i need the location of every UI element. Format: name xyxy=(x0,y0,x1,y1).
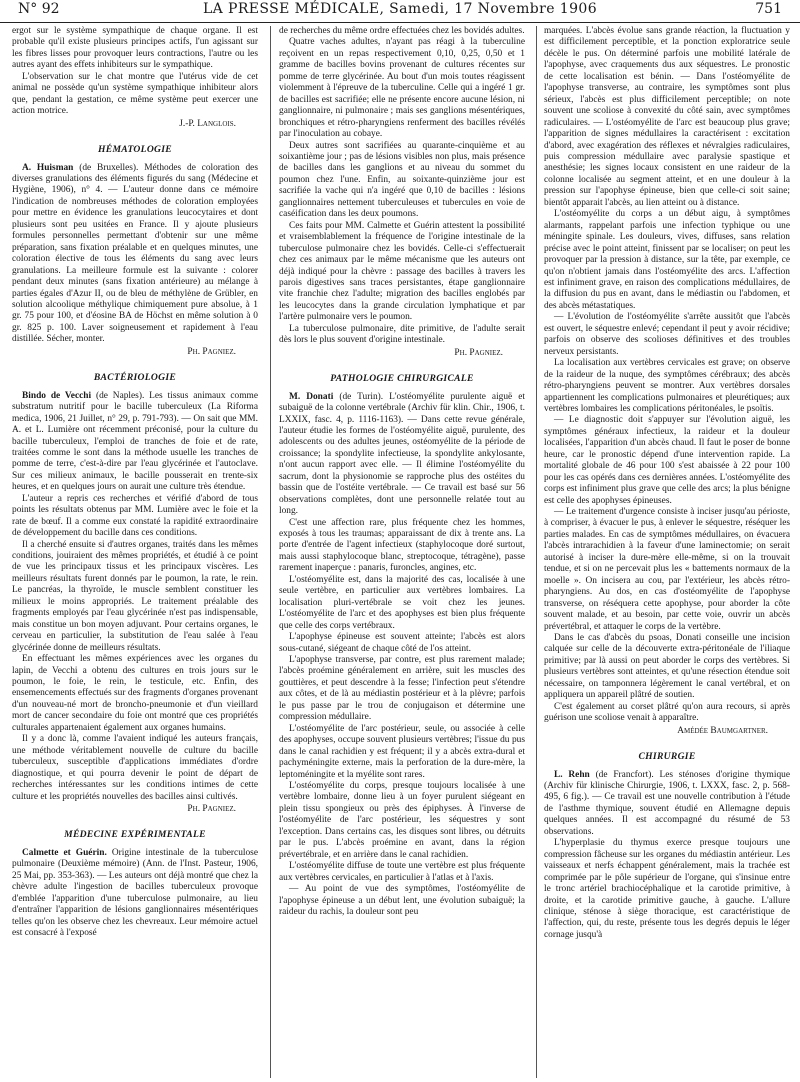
paragraph: Il a cherché ensuite si d'autres organes, traités dans les mêmes conditions, jouiraient des mêmes propriétés, et étudié à ce point de vue les principaux tissus et les principaux viscères. Les meilleurs résultats furent donnés par le poumon, la rate, le rein. Le pancréas, la thyroïde, le muscle semblent constituer les milieux le moins appropriés. Le traitement préalable des fragments employés par l'eau glycérinée n'est pas indispensable, mais constitue un bon moyen adjuvant. Pour certains organes, le cerveau en particulier, la substitution de l'eau salée à l'eau glycérinée donne de meilleurs résultats. xyxy=(12,539,258,653)
paragraph: L'ostéomyélite de l'arc postérieur, seule, ou associée à celle des apophyses, occupe souvent plusieurs vertèbres; l'issue du pus dans le canal rachidien y est fréquent; il y a abcès extra-dural et pachyméningite externe, mais la perforation de la dure-mère, la leptoméningite et la myélite sont rares. xyxy=(279,723,525,780)
paragraph: Deux autres sont sacrifiées au quarante-cinquième et au soixantième jour ; pas de lésions visibles non plus, mais présence de bacilles dans les ganglions et au niveau du sommet du poumon chez l'une. Enfin, au soixante-quinzième jour est sacrifiée la vache qui n'a ingéré que 0,10 de bacilles : lésions ganglionnaires nettement tuberculeuses et tubercules en voie de caséification dans les deux poumons. xyxy=(279,140,525,220)
abstract-entry xyxy=(12,163,258,346)
paragraph: Ces faits pour MM. Calmette et Guérin attestent la possibilité et vraisemblablement la fréquence de l'origine intestinale de la tuberculose pulmonaire chez les bovidés. Celle-ci s'effectuerait chez ces animaux par le même mécanisme que les auteurs ont déjà indiqué pour la chèvre : passage des bacilles à travers les parois digestives sans traces persistantes, étape ganglionnaire vite franchie chez l'adulte; migration des bacilles englobés par les leucocytes dans la grande circulation lymphatique et par l'artère pulmonaire vers le poumon. xyxy=(279,220,525,323)
abstract-entry xyxy=(12,848,258,940)
paragraph: C'est également au corset plâtré qu'on aura recours, si après guérison une scoliose venait à apparaître. xyxy=(544,701,790,724)
paragraph: L'auteur a repris ces recherches et vérifié d'abord de tous points les résultats obtenus par MM. Lumière avec le foie et la rate de bœuf. Il a comme eux constaté la rapidité extraordinaire de développement du bacille dans ces conditions. xyxy=(12,493,258,539)
paragraph: La tuberculose pulmonaire, dite primitive, de l'adulte serait dès lors le plus souvent d'origine intestinale. xyxy=(279,323,525,346)
journal-title: LA PRESSE MÉDICALE, Samedi, 17 Novembre 1906 xyxy=(202,1,598,17)
entry-author: Calmette et Guérin. xyxy=(22,847,107,858)
entry-author: Bindo de Vecchi xyxy=(22,390,92,401)
entry-author: A. Huisman xyxy=(22,162,74,173)
paragraph: L'ostéomyélite diffuse de toute une vertèbre est plus fréquente aux vertèbres cervicales, en particulier à l'atlas et à l'axis. xyxy=(279,861,525,883)
paragraph: L'hyperplasie du thymus exerce presque toujours une compression fâcheuse sur les organes du médiastin antérieur. Les vaisseaux et nerfs échappent généralement, mais la trachée est comprimée par le pôle supérieur de l'organe, qui s'insinue entre le tronc artériel brachiocéphalique et la carotide primitive, à droite, et la carotide primitive gauche, à gauche. L'allure clinique, sténose à siège thoracique, est caractéristique de l'affection, qui, du reste, présente tous les degrés depuis le léger cornage jusqu'à xyxy=(544,838,790,940)
signature: J.-P. Langlois. xyxy=(179,118,236,129)
abstract-entry xyxy=(279,392,525,518)
abstract-entry xyxy=(12,391,258,494)
signature: Amédée Baumgartner. xyxy=(677,725,768,736)
paragraph: Quatre vaches adultes, n'ayant pas réagi à la tuberculine reçoivent en un repas respectivement 0,10, 0,25, 0,50 et 1 gramme de bacilles bovins provenant de cultures récentes sur pomme de terre glycérinée. Au bout d'un mois toutes réagissent violemment à l'épreuve de la tuberculine. Celle qui a ingéré 1 gr. de bacilles est sacrifiée; elle ne présente encore aucune lésion, ni ganglionnaire, ni pulmonaire ; mais ses ganglions mésentériques, bronchiques et rétro-pharyngiens renferment des bacilles révélés par l'inoculation au cobaye. xyxy=(279,37,525,140)
paragraph: L'ostéomyélite du corps a un début aigu, à symptômes alarmants, rappelant parfois une infection typhique ou une méningite spinale. Les douleurs, vives, diffuses, sans relation précise avec le point atteint, finissent par se localiser; on peut les provoquer par la pression à distance, sur la tête, par exemple, ce qu'on n'obtient jamais dans l'ostéomyélite des arcs. L'affection est infiniment grave, en raison des complications médullaires, de la diffusion du pus en avant, dans le médiastin ou l'abdomen, et des abcès métastatiques. xyxy=(544,209,790,311)
entry-author: M. Donati xyxy=(289,391,334,402)
paragraph: — L'évolution de l'ostéomyélite s'arrête aussitôt que l'abcès est ouvert, le séquestre enlevé; cependant il peut y avoir récidive; parfois on observe des scolioses définitives et des troubles nerveux persistants. xyxy=(544,312,790,357)
paragraph: C'est une affection rare, plus fréquente chez les hommes, exposés à tous les traumas; apparaissant de dix à trente ans. La porte d'entrée de l'agent infectieux (staphylocoque doré surtout, mais aussi staphylocoque blanc, streptocoque, tétragène), passe rarement inaperçue : panaris, furoncles, angines, etc. xyxy=(279,517,525,574)
section-heading: CHIRURGIE xyxy=(638,751,696,763)
signature: Ph. Pagniez. xyxy=(187,346,236,357)
entry-text: (de Bruxelles). Méthodes de coloration des diverses granulations des éléments figurés du sang (Médecine et Hygiène, 1906), n° 4. — L'auteur donne dans ce mémoire l'indication de nombreuses méthodes de coloration employées pour mettre en évidence les granulations leucocytaires et dont plusieurs sont peu usitées en France. Il y ajoute plusieurs formules personnelles permettant d'obtenir sur une même préparation, sans fixation préalable et en quelques minutes, une coloration élective de tous les éléments du sang avec leurs granulations. La meilleure formule est la suivante : colorer pendant deux minutes (sans fixation antérieure) au mélange à parties égales d'Azur II, ou de bleu de méthylène de Grübler, en solution alcoolique méthylique chimiquement pure absolue, à 1 gr. 75 pour 100, et d'éosine BA de Höchst en même solution à 0 gr. 825 p. 100. Laver soigneusement et rapidement à l'eau distillée. Sécher, monter. xyxy=(12,162,258,345)
paragraph: ergot sur le système sympathique de chaque organe. Il est probable qu'il existe plusieurs principes actifs, l'un agissant sur les fibres lisses pour provoquer leurs contractions, l'autre ou les autres ayant des effets inhibiteurs sur le sympathique. xyxy=(12,26,258,71)
paragraph: L'apophyse épineuse est souvent atteinte; l'abcès est alors sous-cutané, siégeant de chaque côté de l'os atteint. xyxy=(279,632,525,654)
paragraph: Il y a donc là, comme l'avaient indiqué les auteurs français, une méthode véritablement nouvelle de culture du bacille tuberculeux, susceptible d'applications immédiates d'ordre diagnostique, et qui pourra devenir le point de départ de recherches intéressantes sur les conditions intimes de cette culture et les propriétés nouvelles des bacilles ainsi cultivés. xyxy=(12,734,258,802)
page-number: 751 xyxy=(755,1,782,17)
paragraph: — Le diagnostic doit s'appuyer sur l'évolution aiguë, les symptômes généraux infectieux, la raideur et la douleur localisées, l'apparition d'un abcès chaud. Il faut le poser de bonne heure, car le pronostic dépend d'une intervention rapide. La mortalité globale de 46 pour 100 s'est abaissée à 22 pour 100 pour les cas opérés dans ces dernières années. L'ostéomyélite des corps est infiniment plus grave que celle des arcs; la plus bénigne est celle des apophyses épineuses. xyxy=(544,415,790,506)
column-rule xyxy=(270,26,271,1078)
entry-text: Origine intestinale de la tuberculose pulmonaire (Deuxième mémoire) (Ann. de l'Inst. Pasteur, 1906, 25 Mai, pp. 353-363). — Les auteurs ont déjà montré que chez la chèvre adulte l'ingestion de bacilles tuberculeux provoque d'emblée l'apparition d'une tuberculose pulmonaire, au lieu d'entraîner l'apparition de lésions ganglionnaires mésentériques telles qu'on les observe chez les chevreaux. Leur mémoire actuel est consacré à l'exposé xyxy=(12,847,258,939)
issue-number: N° 92 xyxy=(18,1,60,17)
section-heading: PATHOLOGIE CHIRURGICALE xyxy=(330,373,474,385)
column-3 xyxy=(544,26,790,1078)
column-rule xyxy=(536,26,537,1078)
entry-text: (de Francfort). Les sténoses d'origine thymique (Archiv für klinische Chirurgie, 1906, t. LXXX, fasc. 2, p. 568-495, 6 fig.). — Ce travail est une nouvelle contribution à l'étude de l'asthme thymique, souvent étudié en Allemagne depuis quelques années. Il est accompagné du résumé de 53 observations. xyxy=(544,769,790,837)
paragraph: L'ostéomyélite du corps, presque toujours localisée à une vertèbre lombaire, donne lieu à un foyer purulent siégeant en plein tissu spongieux ou près des épiphyses. À l'inverse de l'ostéomyélite de l'arc postérieur, les séquestres y sont l'exception. Dans certains cas, les disques sont libres, ou détruits par le pus. L'abcès proémine en avant, dans la région prévertébrale, et en arrière dans le canal rachidien. xyxy=(279,781,525,860)
paragraph: L'observation sur le chat montre que l'utérus vide de cet animal ne possède qu'un système sympathique inhibiteur alors que, pendant la gestation, ce même système peut exercer une action motrice. xyxy=(12,71,258,117)
column-1 xyxy=(12,26,258,1078)
paragraph: La localisation aux vertèbres cervicales est grave; on observe de la raideur de la nuque, des symptômes cérébraux; des abcès rétro-pharyngiens peuvent se montrer. Aux vertèbres dorsales appartiennent les complications pulmonaires et pleurétiques; aux vertèbres lombaires les complications péritonéales, le psoïtis. xyxy=(544,358,790,414)
section-heading: BACTÉRIOLOGIE xyxy=(93,372,177,384)
section-heading: HÉMATOLOGIE xyxy=(97,144,173,156)
column-2 xyxy=(279,26,525,1078)
entry-author: L. Rehn xyxy=(554,769,590,780)
paragraph: — Au point de vue des symptômes, l'ostéomyélite de l'apophyse épineuse a un début lent, une évolution subaiguë; la raideur du rachis, la douleur sont peu xyxy=(279,884,525,917)
signature: Ph. Pagniez. xyxy=(187,804,236,814)
paragraph: — Le traitement d'urgence consiste à inciser jusqu'au périoste, à compriser, à évacuer le pus, à enlever le séquestre, réséquer les parties malades. En cas de symptômes médullaires, on évacuera l'abcès intrarachidien à la faveur d'une laminectomie; on serait autorisé à inciser la dure-mère elle-même, si on la trouvait tendue, et si on ne percevait plus les « battements normaux de la moelle ». On incisera au cou, par l'extérieur, les abcès rétro-pharyngiens. Au dos, en cas d'ostéomyélite de l'apophyse transverse, on réséquera cette apophyse, pour aborder la côte souvent malade, et au besoin, par cette voie, ouvrir un abcès prévertébral, et attaquer le corps de la vertèbre. xyxy=(544,507,790,632)
paragraph: Dans le cas d'abcès du psoas, Donati conseille une incision calquée sur celle de la découverte extra-péritonéale de l'iliaque primitive; par là aussi on peut aborder le corps des vertèbres. Si plusieurs vertèbres sont atteintes, et qu'une résection étendue soit nécessaire, on tamponnera légèrement le canal vertébral, et on appliquera un appareil plâtré de soutien. xyxy=(544,633,790,701)
abstract-entry xyxy=(544,770,790,839)
entry-text: (de Naples). Les tissus animaux comme substratum nutritif pour le bacille tuberculeux (La Riforma medica, 1906, 21 Juillet, n° 29, p. 791-793). — On sait que MM. A. et L. Lumière ont récemment préconisé, pour la culture du bacille tuberculeux, l'emploi de tranches de foie et de rate, traitées comme le sont dans la méthode usuelle les tranches de pomme de terre, c'est-à-dire par l'eau glycérinée et l'autoclave. Sur ces milieux animaux, le bacille pousserait en trente-six heures, et en quelques jours on aurait une culture très étendue. xyxy=(12,390,258,493)
section-heading: MÉDECINE EXPÉRIMENTALE xyxy=(64,829,206,841)
paragraph: marquées. L'abcès évolue sans grande réaction, la fluctuation y est difficilement perceptible, et la ponction exploratrice seule décèle le pus. On déterminé parfois une mobilité latérale de l'apophyse, avec craquements dus aux séquestres. Le pronostic de cette localisation est bénin. — Dans l'ostéomyélite de l'apophyse transverse, au contraire, les symptômes sont plus sérieux, l'abcès est plus difficilement perceptible; on note souvent une scoliose à convexité du côté sain, avec symptômes radiculaires. — L'ostéomyélite de l'arc est beaucoup plus grave; l'apparition de signes médullaires la caractérisent : excitation d'abord, avec exagération des réflexes et névralgies radiculaires, puis compression médullaire avec paralysie spastique et anesthésie; les signes locaux consistent en une raideur de la colonne localisée au segment atteint, et en une douleur à la pression sur l'apophyse épineuse, bien que celle-ci soit saine; bientôt apparait l'abcès, au lien atteint ou à distance. xyxy=(544,26,790,208)
paragraph: de recherches du même ordre effectuées chez les bovidés adultes. xyxy=(279,26,525,36)
page-header xyxy=(0,0,800,23)
entry-text: (de Turin). L'ostéomyélite purulente aiguë et subaiguë de la colonne vertébrale (Archiv für klin. Chir., 1906, t. LXXIX, fasc. 4, p. 1116-1163). — Dans cette revue générale, l'auteur étudie les formes de l'ostéomyélite aiguë, purulente, des adolescents ou des adultes jeunes, ostéomyélite de la période de croissance; la spondylite infectieuse, la spondylite ankylosante, n'ont aucun rapport avec elle. — Il élimine l'ostéomyélite du sacrum, dont la physionomie se rapproche plus des ostéites du bassin que de l'ostéite vertébrale. — Ce travail est basé sur 56 observations complètes, dont une personnelle relatée tout au long. xyxy=(279,391,525,517)
signature: Ph. Pagniez. xyxy=(454,347,503,358)
paragraph: L'apophyse transverse, par contre, est plus rarement malade; l'abcès proémine généralement en arrière, suit les muscles des gouttières, et peut descendre à la fesse; l'infection peut s'étendre aux côtes, et de là au médiastin postérieur et à la plèvre; parfois le pus passe par le trou de conjugaison et détermine une compression médullaire. xyxy=(279,655,525,723)
paragraph: L'ostéomyélite est, dans la majorité des cas, localisée à une seule vertèbre, en particulier aux vertèbres lombaires. La localisation pluri-vertébrale se voit chez les jeunes. L'ostéomyélite de l'arc et des apophyses est bien plus fréquente que celle des corps vertébraux. xyxy=(279,574,525,631)
paragraph: En effectuant les mêmes expériences avec les organes du lapin, de Vecchi a obtenu des cultures en trois jours sur le poumon, le foie, le rein, le testicule, etc. Enfin, des ensemencements effectués sur des fragments d'organes provenant d'un nouveau-né mort de broncho-pneumonie et d'un vieillard mort de cancer secondaire du foie ont montré que ces propriétés culturales appartenaient également aux organes humains. xyxy=(12,654,258,733)
